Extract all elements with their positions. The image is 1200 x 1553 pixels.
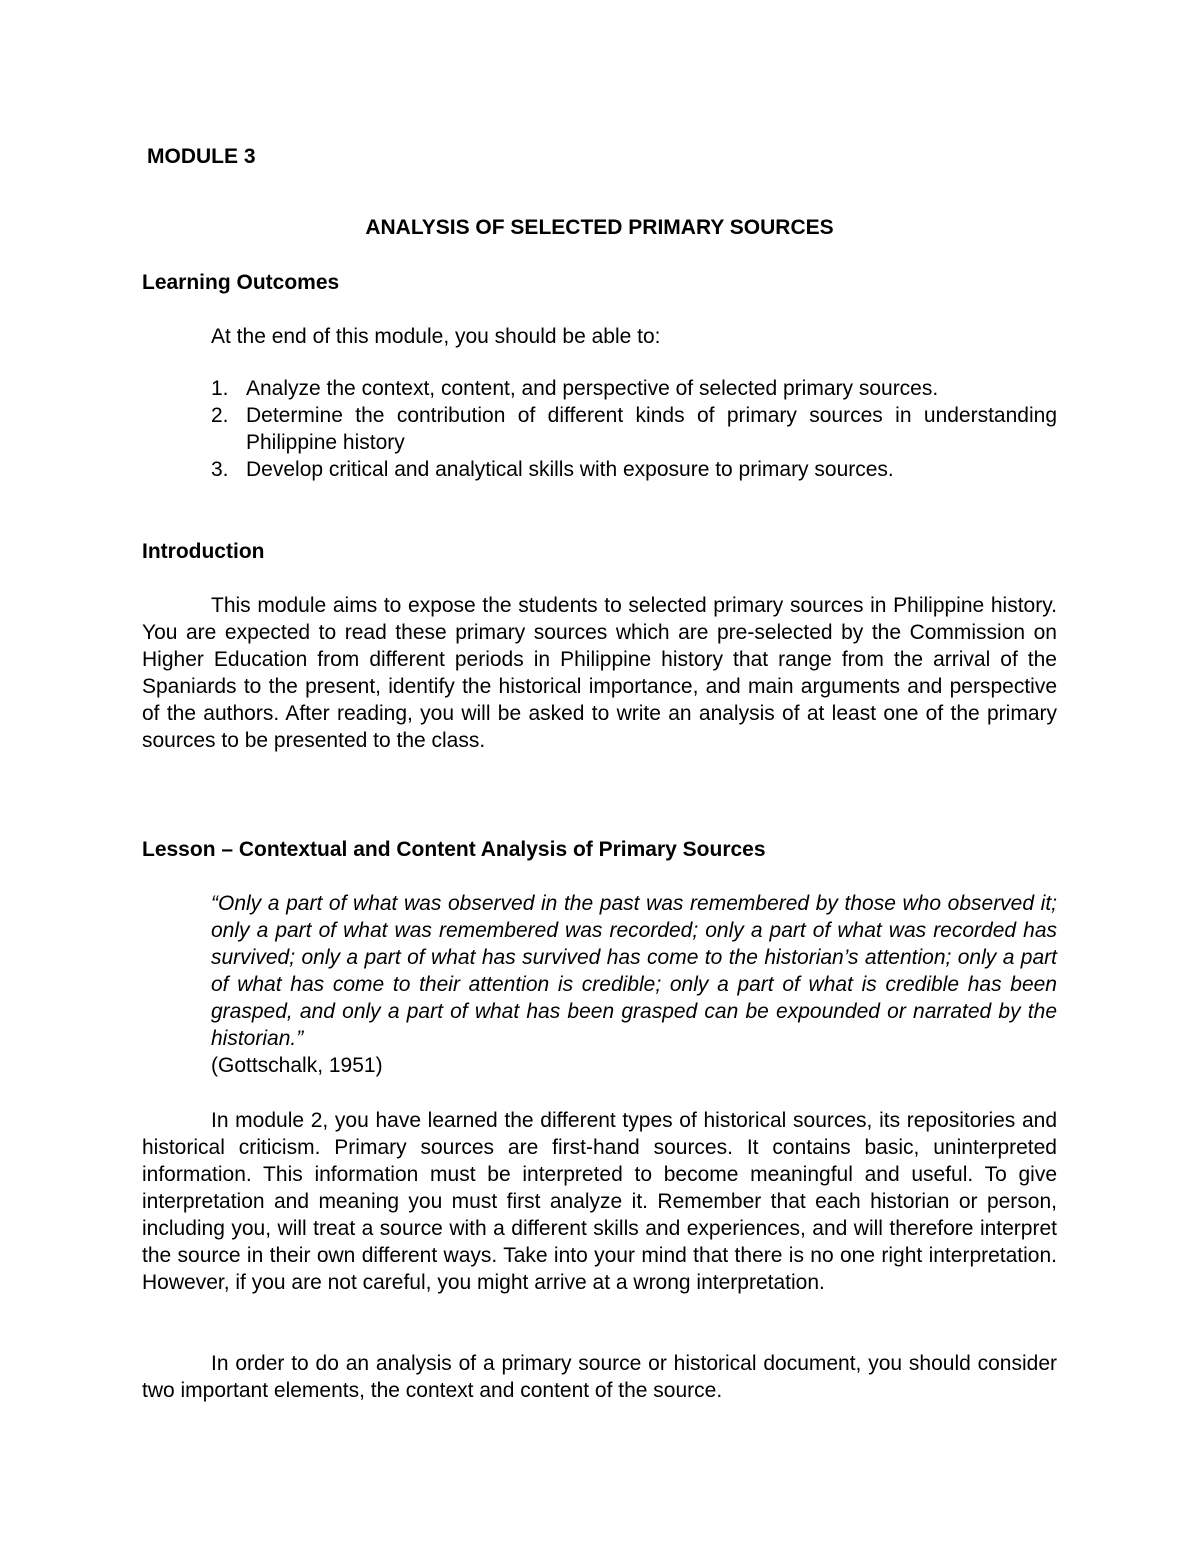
list-item-number: 1. (211, 377, 229, 400)
list-item-text: Develop critical and analytical skills with exposure to primary sources. (246, 458, 894, 481)
learning-outcomes-heading: Learning Outcomes (142, 271, 340, 294)
list-item-number: 2. (211, 404, 229, 427)
list-item-text: Determine the contribution of different kinds of primary sources in understanding Philippine history (246, 404, 1057, 454)
list-item (211, 375, 1057, 402)
lesson-paragraph-1: In module 2, you have learned the different types of historical sources, its repositories and historical criticism. Primary sources are first-hand sources. It contains basic, uninterpreted information. This information must be interpreted to become meaningful and useful. To give interpretation and meaning you must first analyze it. Remember that each historian or person, including you, will treat a source with a different skills and experiences, and will therefore interpret the source in their own different ways. Take into your mind that there is no one right interpretation. However, if you are not careful, you might arrive at a wrong interpretation. (142, 1109, 1057, 1294)
page-title: ANALYSIS OF SELECTED PRIMARY SOURCES (365, 216, 834, 239)
quote-text: “Only a part of what was observed in the past was remembered by those who observed it; only a part of what was remembered was recorded; only a part of what was recorded has survived; only a part of what has survived has come to the historian’s attention; only a part of what has come to their attention is credible; only a part of what is credible has been grasped, and only a part of what has been grasped can be expounded or narrated by the historian.” (211, 892, 1057, 1050)
learning-outcomes-intro: At the end of this module, you should be able to: (211, 325, 661, 348)
module-label: MODULE 3 (147, 145, 256, 168)
list-item-text: Analyze the context, content, and perspective of selected primary sources. (246, 377, 939, 400)
quote-citation: (Gottschalk, 1951) (211, 1054, 383, 1077)
introduction-paragraph: This module aims to expose the students to selected primary sources in Philippine history. You are expected to read these primary sources which are pre-selected by the Commission on Higher Education from different periods in Philippine history that range from the arrival of the Spaniards to the present, identify the historical importance, and main arguments and perspective of the authors. After reading, you will be asked to write an analysis of at least one of the primary sources to be presented to the class. (142, 594, 1057, 752)
list-item (211, 402, 1057, 456)
list-item (211, 456, 1057, 483)
list-item-number: 3. (211, 458, 229, 481)
learning-outcomes-list (211, 375, 1057, 483)
lesson-paragraph-2: In order to do an analysis of a primary source or historical document, you should consider two important elements, the context and content of the source. (142, 1352, 1057, 1402)
introduction-heading: Introduction (142, 540, 265, 563)
gottschalk-quote (211, 890, 1057, 1079)
lesson-heading: Lesson – Contextual and Content Analysis of Primary Sources (142, 838, 766, 861)
